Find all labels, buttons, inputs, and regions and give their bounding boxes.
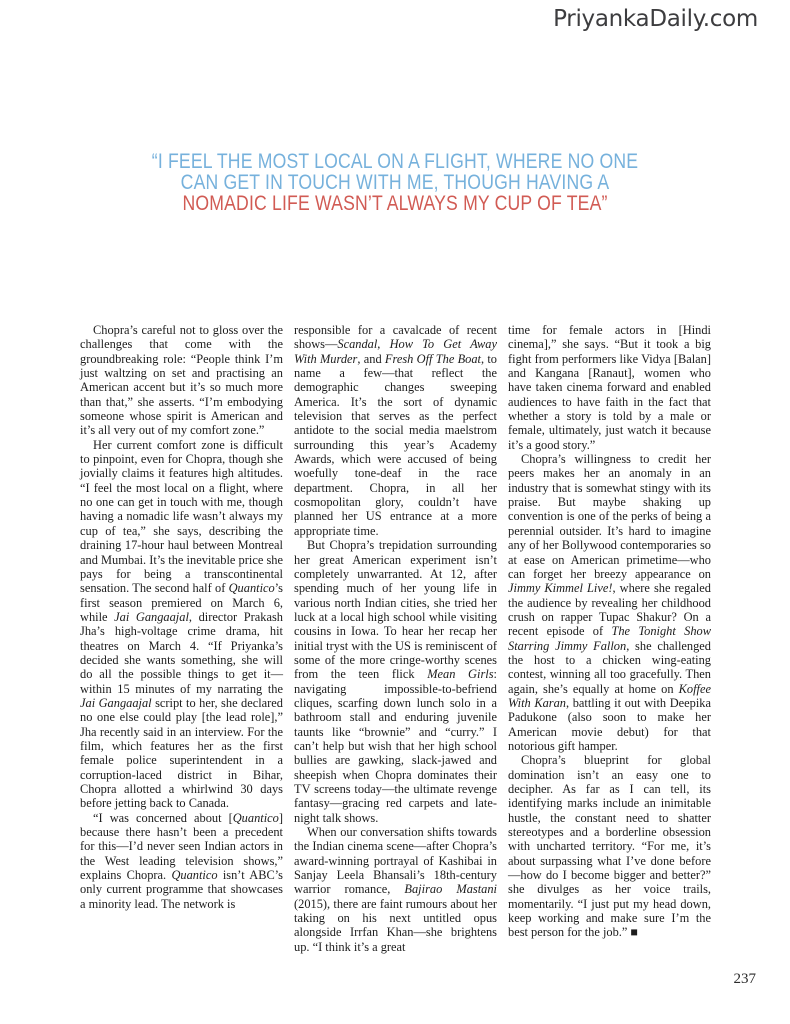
- italic-text: Quantico: [171, 868, 218, 883]
- italic-text: Quantico: [232, 810, 279, 825]
- article-paragraph: [508, 753, 711, 939]
- article-paragraph: [294, 323, 497, 538]
- italic-text: Fresh Off The Boat: [384, 351, 481, 366]
- article-paragraph: [80, 438, 283, 811]
- italic-text: Scandal: [337, 337, 378, 352]
- italic-text: Jai Gangaajal: [114, 609, 189, 624]
- body-text: : navigating impossible-to-befriend cliques, scarfing down lunch solo in a bathroom stall and enduring juvenile taunts like “brownie” and “curry.” I can’t help but wish that her high school bullies are gawking, slack-jawed and sheepish when Chopra dominates their TV screens today—the ultimate revenge fantasy—gracing red carpets and late-night talk shows.: [294, 667, 497, 825]
- body-text: isn’t ABC’s only current programme that showcases a minority lead. The network is: [80, 868, 283, 911]
- body-text: time for female actors in [Hindi cinema],” she says. “But it took a big fight from performers like Vidya [Balan] and Kangana [Ranaut], women who have taken cinema forward and enabled audiences to have faith in the fact that whether a story is told by a male or female, ultimately, just watch it because it’s a good story.”: [508, 323, 711, 452]
- pull-quote-line: “I FEEL THE MOST LOCAL ON A FLIGHT, WHERE NO ONE: [151, 150, 639, 173]
- article-column-3: [508, 323, 711, 954]
- body-text: , where she regaled the audience by revealing her childhood crush on rapper Tupac Shakur? On a recent episode of: [508, 581, 711, 639]
- body-text: script to her, she declared no one else could play [the lead role],” Jha recently said in an interview. For the film, which features her as the first female police superintendent in a corruption-laced district in Bihar, Chopra allotted a whirlwind 30 days before jetting back to Canada.: [80, 695, 283, 811]
- body-text: Chopra’s careful not to gloss over the challenges that come with the groundbreaking role: “People think I’m just waltzing on set and practising an American accent but it’s so much more than that,” she asserts. “I’m embodying someone whose spirit is American and it’s all very out of my comfort zone.”: [80, 323, 283, 438]
- body-text: , battling it out with Deepika Padukone (also soon to make her American movie debut) for that notorious gift hamper.: [508, 695, 711, 753]
- article-paragraph: [80, 811, 283, 911]
- italic-text: Bajirao Mastani: [404, 882, 497, 897]
- site-logo: PriyankaDaily.com: [553, 6, 758, 32]
- body-text: Chopra’s blueprint for global domination isn’t an easy one to decipher. As far as I can tell, its identifying marks include an inimitable hustle, the constant need to shatter stereotypes and a borderline obsession with uncharted territory. “For me, it’s about surpassing what I’ve done before—how do I become bigger and better?” she divulges as her voice trails, momentarily. “I just put my head down, keep working and make sure I’m the best person for the job.”: [508, 753, 711, 940]
- article-paragraph: [508, 452, 711, 753]
- body-text: ■: [630, 925, 638, 940]
- body-text: , to name a few—that reflect the demographic changes sweeping America. It’s the sort of dynamic television that serves as the perfect antidote to the social media maelstrom surrounding this year’s Academy Awards, which were accused of being woefully tone-deaf in the race department. Chopra, in all her cosmopolitan glory, couldn’t have planned her US entrance at a more appropriate time.: [294, 351, 498, 538]
- article-column-2: [294, 323, 497, 954]
- article-paragraph: [294, 825, 497, 954]
- body-text: ,: [377, 337, 390, 352]
- italic-text: Quantico: [228, 581, 275, 596]
- body-text: (2015), there are faint rumours about her taking on his next untitled opus alongside Irrfan Khan—she brightens up. “I think it’s a great: [294, 896, 497, 954]
- article-paragraph: [508, 323, 711, 452]
- article-paragraph: [294, 538, 497, 825]
- body-text: But Chopra’s trepidation surrounding her great American experiment isn’t completely unwarranted. At 12, after spending much of her young life in various north Indian cities, she tried her luck at a local high school while visiting cousins in Iowa. To hear her recap her initial tryst with the US is reminiscent of some of the more cringe-worthy scenes from the teen flick: [294, 538, 497, 682]
- pull-quote-line: CAN GET IN TOUCH WITH ME, THOUGH HAVING A: [180, 171, 610, 194]
- body-text: , and: [357, 351, 385, 366]
- italic-text: Mean Girls: [427, 667, 494, 682]
- italic-text: The Tonight Show Starring Jimmy Fallon: [508, 624, 711, 653]
- body-text: , director Prakash Jha’s high-voltage crime drama, hit theatres on March 4. “If Priyanka’s decided she wants something, she will do all the possible things to get it—within 15 minutes of my narrating the: [80, 609, 283, 696]
- article-paragraph: [80, 323, 283, 438]
- body-text: responsible for a cavalcade of recent shows—: [294, 323, 497, 352]
- pull-quote: [0, 151, 790, 214]
- pull-quote-line: NOMADIC LIFE WASN’T ALWAYS MY CUP OF TEA”: [182, 192, 608, 215]
- body-text: Her current comfort zone is difficult to pinpoint, even for Chopra, though she jovially claims it features high altitudes. “I feel the most local on a flight, where no one can get in touch with me, though having a nomadic life wasn’t always my cup of tea,” she says, describing the draining 17-hour haul between Montreal and Mumbai. It’s the inevitable price she pays for being a transcontinental sensation. The second half of: [80, 437, 283, 596]
- body-text: “I was concerned about [: [93, 810, 233, 825]
- italic-text: Koffee With Karan: [508, 681, 711, 710]
- italic-text: Jai Gangaajal: [80, 695, 152, 710]
- article-body: [80, 323, 712, 954]
- body-text: , she challenged the host to a chicken wing-eating contest, winning all too gracefully. Then again, she’s equally at home on: [508, 638, 711, 696]
- body-text: Chopra’s willingness to credit her peers makes her an anomaly in an industry that is somewhat stingy with its praise. But maybe shaking up convention is one of the perks of being a perennial outsider. It’s hard to imagine any of her Bollywood contemporaries so at ease on American primetime—who can forget her breezy appearance on: [508, 452, 711, 581]
- body-text: ’s first season premiered on March 6, while: [80, 581, 283, 624]
- body-text: When our conversation shifts towards the Indian cinema scene—after Chopra’s award-winning portrayal of Kashibai in Sanjay Leela Bhansali’s 18th-century warrior romance,: [294, 825, 497, 897]
- italic-text: How To Get Away With Murder: [294, 337, 497, 366]
- italic-text: Jimmy Kimmel Live!: [508, 581, 613, 596]
- body-text: ] because there hasn’t been a precedent for this—I’d never seen Indian actors in the West leading television shows,” explains Chopra.: [80, 810, 283, 883]
- article-column-1: [80, 323, 283, 954]
- page-number: 237: [733, 971, 756, 987]
